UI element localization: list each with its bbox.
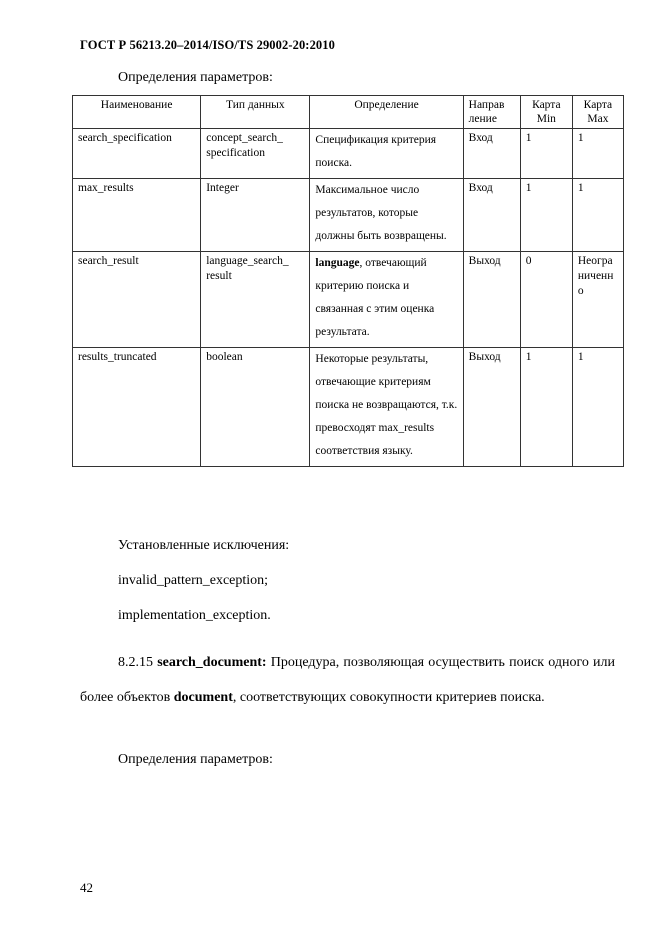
param-direction: Вход (463, 129, 520, 179)
param-direction: Выход (463, 348, 520, 467)
param-name: results_truncated (73, 348, 201, 467)
table-caption: Определения параметров: (118, 70, 273, 85)
params-caption: Определения параметров: (118, 752, 273, 767)
table-row (73, 252, 624, 348)
param-card-max: 1 (572, 179, 623, 252)
document-code-header: ГОСТ Р 56213.20–2014/ISO/TS 29002-20:2010 (80, 38, 335, 52)
param-direction: Выход (463, 252, 520, 348)
table-row (73, 179, 624, 252)
param-card-min: 1 (520, 348, 572, 467)
table-row (73, 348, 624, 467)
param-type: concept_search_ specification (201, 129, 310, 179)
param-type: boolean (201, 348, 310, 467)
header-name: Наименование (73, 96, 201, 129)
param-definition: Некоторые результаты, отвечающие критериям поиска не возвращаются, т.к. превосходят max_results соответствия языку. (310, 348, 463, 467)
param-name: max_results (73, 179, 201, 252)
param-card-max: 1 (572, 348, 623, 467)
param-card-min: 1 (520, 179, 572, 252)
param-type: language_search_ result (201, 252, 310, 348)
header-card-min: Карта Min (520, 96, 572, 129)
header-direction: Направ ление (463, 96, 520, 129)
table-header-row (73, 96, 624, 129)
param-card-min: 1 (520, 129, 572, 179)
page-number: 42 (80, 880, 93, 895)
param-type: Integer (201, 179, 310, 252)
param-definition: Спецификация критерия поиска. (310, 129, 463, 179)
section-paragraph: 8.2.15 search_document: Процедура, позволяющая осуществить поиск одного или более объектов document, соответствующих совокупности критериев поиска. (80, 655, 616, 705)
header-definition: Определение (310, 96, 463, 129)
param-name: search_result (73, 252, 201, 348)
param-name: search_specification (73, 129, 201, 179)
exception-item: invalid_pattern_exception; (118, 573, 269, 588)
header-type: Тип данных (201, 96, 310, 129)
exceptions-heading: Установленные исключения: (118, 538, 290, 553)
header-card-max: Карта Max (572, 96, 623, 129)
param-card-max: Неограниченно (572, 252, 623, 348)
parameters-table (72, 95, 624, 467)
exception-item: implementation_exception. (118, 608, 271, 623)
param-card-min: 0 (520, 252, 572, 348)
param-card-max: 1 (572, 129, 623, 179)
table-row (73, 129, 624, 179)
param-definition: language, отвечающий критерию поиска и связанная с этим оценка результата. (310, 252, 463, 348)
param-definition: Максимальное число результатов, которые должны быть возвращены. (310, 179, 463, 252)
param-direction: Вход (463, 179, 520, 252)
